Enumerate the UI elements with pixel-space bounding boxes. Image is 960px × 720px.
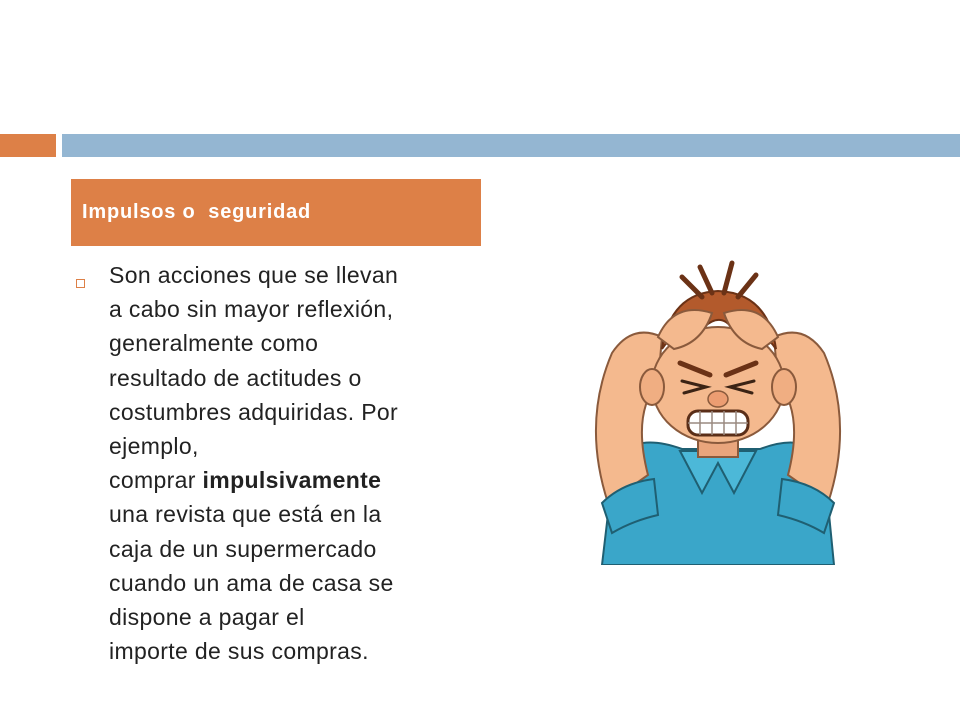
text-line: dispone a pagar el xyxy=(109,604,305,631)
emphasis-word: impulsivamente xyxy=(202,467,382,494)
text-line: caja de un supermercado xyxy=(109,535,377,562)
text-line: cuando un ama de casa se xyxy=(109,569,394,596)
section-header-text: Impulsos o seguridad xyxy=(82,201,312,223)
frustrated-boy-illustration xyxy=(562,253,874,565)
section-header xyxy=(71,179,481,246)
square-bullet-icon xyxy=(76,279,85,288)
bullet-text xyxy=(109,258,473,668)
text-line: una revista que está en la xyxy=(109,501,382,528)
text-line: costumbres adquiridas. Por xyxy=(109,398,399,425)
text-line: Son acciones que se llevan xyxy=(109,262,399,288)
text-line: ejemplo, xyxy=(109,433,199,460)
text-line: importe de sus compras. xyxy=(109,638,369,665)
text-line: generalmente como xyxy=(109,330,319,357)
text-line: a cabo sin mayor reflexión, xyxy=(109,296,394,323)
text-line: resultado de actitudes o xyxy=(109,364,362,391)
text-segment: comprar xyxy=(109,467,203,494)
accent-bar-orange xyxy=(0,134,56,157)
bullet-list xyxy=(73,258,473,668)
text-line-with-emphasis xyxy=(109,463,473,497)
bullet-item xyxy=(73,258,473,668)
accent-bar-blue xyxy=(62,134,960,157)
